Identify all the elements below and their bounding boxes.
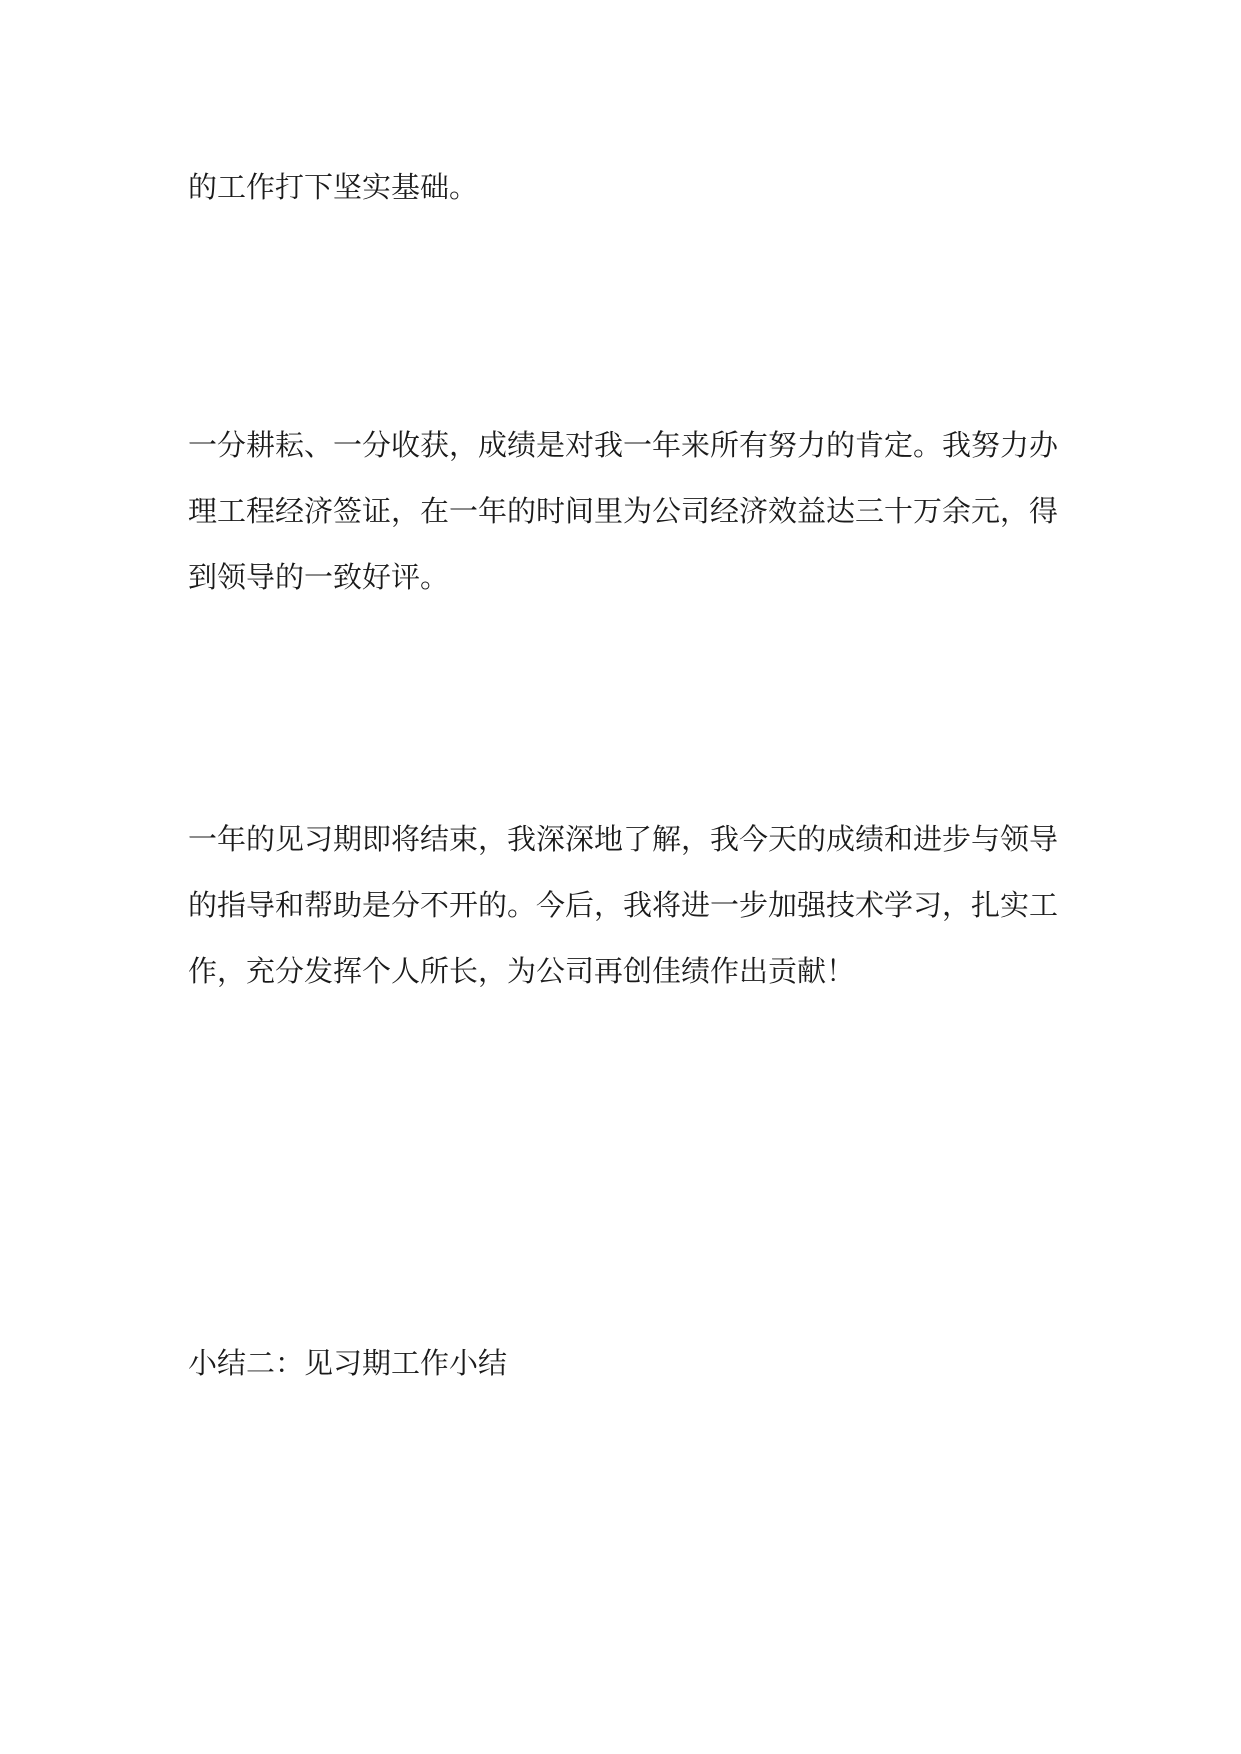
paragraph-conclusion: 一年的见习期即将结束，我深深地了解，我今天的成绩和进步与领导的指导和帮助是分不开的。今后，我将进一步加强技术学习，扎实工作，充分发挥个人所长，为公司再创佳绩作出贡献！ [188, 822, 1059, 988]
paragraph-achievement: 一分耕耘、一分收获，成绩是对我一年来所有努力的肯定。我努力办理工程经济签证，在一年的时间里为公司经济效益达三十万余元，得到领导的一致好评。 [188, 428, 1059, 594]
section-heading: 小结二：见习期工作小结 [188, 1346, 508, 1380]
paragraph-continuation: 的工作打下坚实基础。 [188, 170, 479, 204]
